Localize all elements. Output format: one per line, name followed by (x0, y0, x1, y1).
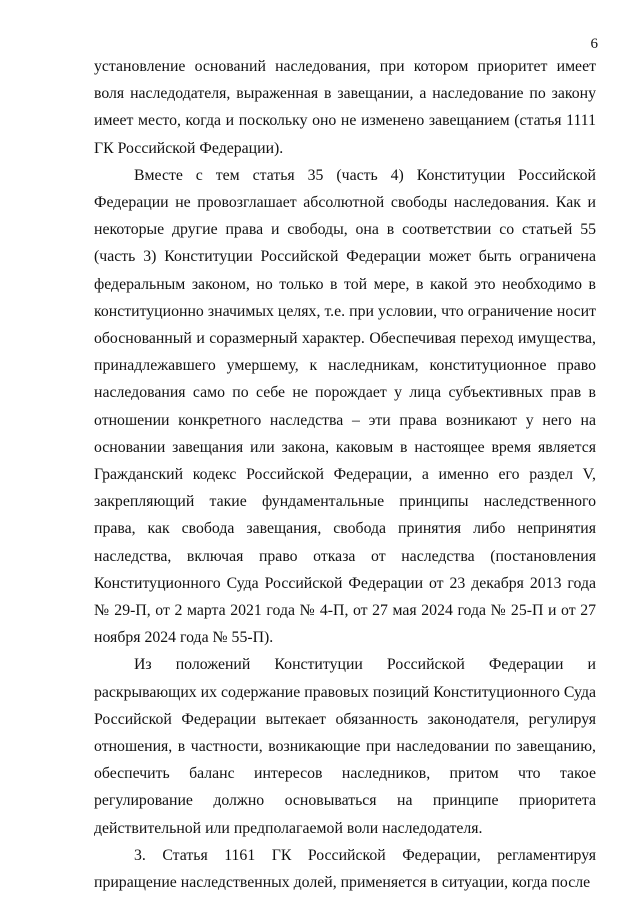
page-number: 6 (590, 36, 598, 52)
paragraph-1: установление оснований наследования, при котором приоритет имеет воля наследодателя, выраженная в завещании, а наследование по закону имеет место, когда и поскольку оно не изменено завещанием (статья 1111 ГК Российской Федерации). (94, 58, 596, 157)
paragraph-3: Из положений Конституции Российской Федерации и раскрывающих их содержание правовых позиций Конституционного Суда Российской Федерации вытекает обязанность законодателя, регулируя отношения, в частности, возникающие при наследовании по завещанию, обеспечить баланс интересов наследников, притом что такое регулирование должно основываться на принципе приоритета действительной или предполагаемой воли наследодателя. (94, 656, 596, 837)
paragraph-2: Вместе с тем статья 35 (часть 4) Конституции Российской Федерации не провозглашает абсолютной свободы наследования. Как и некоторые другие права и свободы, она в соответствии со статьей 55 (часть 3) Конституции Российской Федерации может быть ограничена федеральным законом, но только в той мере, в какой это необходимо в конституционно значимых целях, т.е. при условии, что ограничение носит обоснованный и соразмерный характер. Обеспечивая переход имущества, принадлежавшего умершему, к наследникам, конституционное право наследования само по себе не порождает у лица субъективных прав в отношении конкретного наследства – эти права возникают у него на основании завещания или закона, каковым в настоящее время является Гражданский кодекс Российской Федерации, а именно его раздел V, закрепляющий такие фундаментальные принципы наследственного права, как свобода завещания, свобода принятия либо непринятия наследства, включая право отказа от наследства (постановления Конституционного Суда Российской Федерации от 23 декабря 2013 года № 29-П, от 2 марта 2021 года № 4-П, от 27 мая 2024 года № 25-П и от 27 ноября 2024 года № 55-П). (94, 166, 596, 647)
document-text (94, 53, 596, 896)
paragraph-4: 3. Статья 1161 ГК Российской Федерации, регламентируя приращение наследственных долей, применяется в ситуации, когда после (94, 846, 596, 892)
